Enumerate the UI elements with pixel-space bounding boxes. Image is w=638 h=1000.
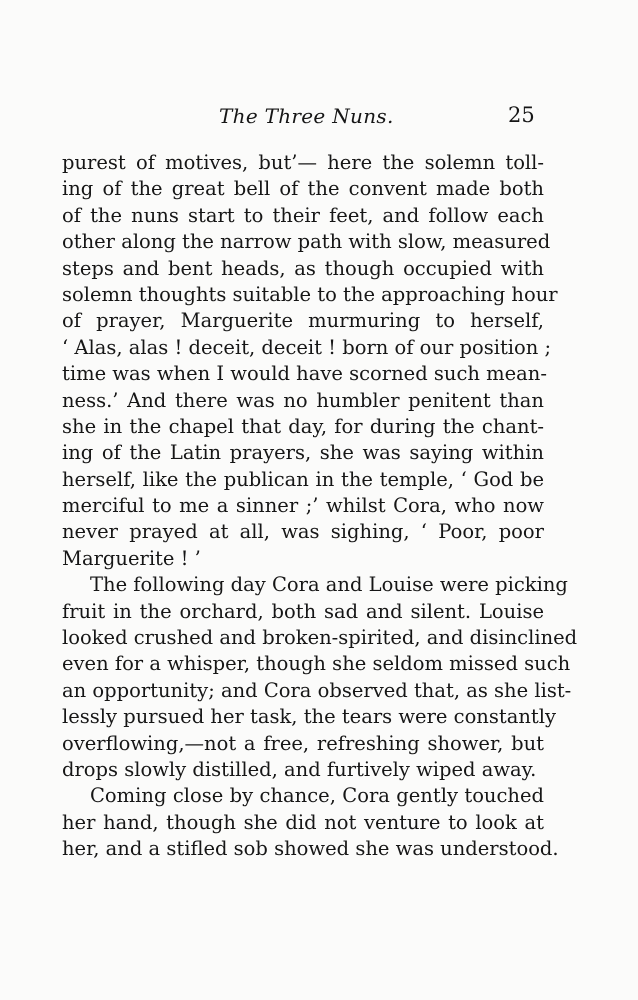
paragraph-end-line: drops slowly distilled, and furtively wiped away.	[62, 757, 537, 781]
text-line: ‘ Alas, alas ! deceit, deceit ! born of our position ;	[62, 335, 552, 359]
text-line: time was when I would have scorned such mean-	[62, 362, 547, 386]
text-line: herself, like the publican in the temple, ‘ God be	[62, 467, 544, 491]
text-line: she in the chapel that day, for during the chant-	[62, 414, 544, 438]
text-line: ing of the great bell of the convent made both	[62, 177, 544, 201]
text-line: of the nuns start to their feet, and follow each	[62, 203, 544, 227]
text-line: looked crushed and broken-spirited, and disinclined	[62, 626, 578, 650]
text-line: solemn thoughts suitable to the approaching hour	[62, 282, 558, 306]
text-line: ing of the Latin prayers, she was saying within	[62, 441, 544, 465]
text-line: purest of motives, but’— here the solemn toll-	[62, 151, 544, 174]
running-title: The Three Nuns.	[219, 104, 394, 128]
body-text	[62, 150, 578, 863]
paragraph-start-line: Coming close by chance, Cora gently touched	[90, 784, 544, 808]
page-number: 25	[508, 103, 535, 127]
running-header	[0, 104, 638, 134]
text-line: merciful to me a sinner ;’ whilst Cora, who now	[62, 494, 544, 518]
text-line: even for a whisper, though she seldom missed such	[62, 652, 571, 676]
text-line: other along the narrow path with slow, measured	[62, 230, 551, 254]
text-line: lessly pursued her task, the tears were constantly	[62, 705, 556, 729]
text-line: her hand, though she did not venture to look at	[62, 810, 544, 834]
text-line: ness.’ And there was no humbler penitent than	[62, 388, 544, 412]
paragraph-end-line: Marguerite ! ’	[62, 546, 201, 570]
text-line: steps and bent heads, as though occupied with	[62, 256, 544, 280]
paragraph-start-line: The following day Cora and Louise were picking	[90, 573, 568, 597]
text-line: never prayed at all, was sighing, ‘ Poor, poor	[62, 520, 544, 544]
text-line: an opportunity; and Cora observed that, as she list-	[62, 678, 572, 702]
paragraph-end-line: her, and a stifled sob showed she was understood.	[62, 837, 559, 861]
text-line: overflowing,—not a free, refreshing shower, but	[62, 731, 544, 755]
text-line: of prayer, Marguerite murmuring to herself,	[62, 309, 544, 333]
text-line: fruit in the orchard, both sad and silent. Louise	[62, 599, 544, 623]
